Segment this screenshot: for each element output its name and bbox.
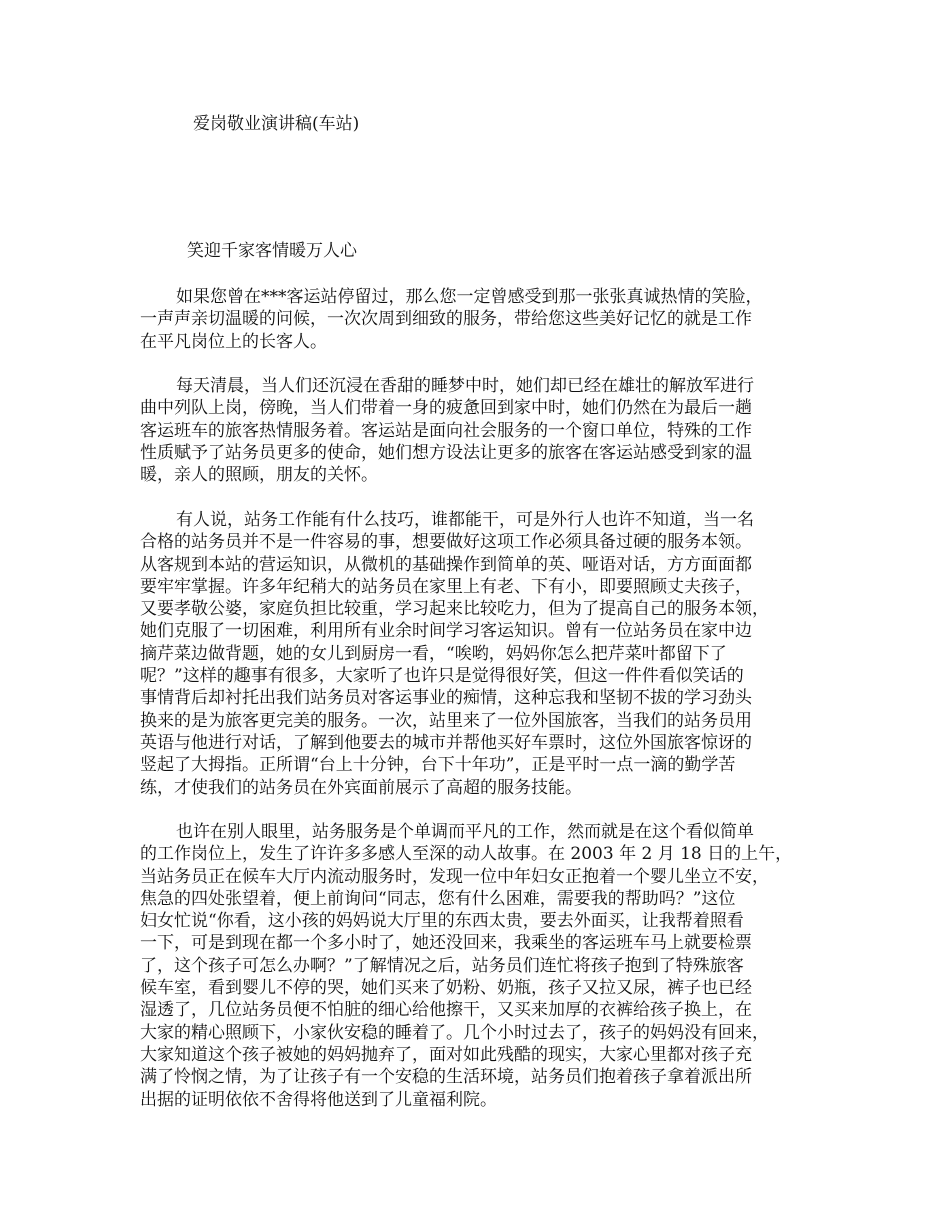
paragraph-4 [140,821,820,1111]
text-line: 暖，亲人的照顾，朋友的关怀。 [140,465,378,486]
text-line: 满了怜悯之情，为了让孩子有一个安稳的生活环境，站务员们抱着孩子拿着派出所 [140,1067,752,1088]
document-subtitle: 笑迎千家客情暖万人心 [187,241,357,261]
text-line: 在平凡岗位上的长客人。 [140,331,327,352]
text-line: 如果您曾在***客运站停留过，那么您一定曾感受到那一张张真诚热情的笑脸， [176,287,763,307]
text-line: 事情背后却衬托出我们站务员对客运事业的痴情，这种忘我和坚韧不拔的学习劲头 [140,688,752,709]
text-line: 湿透了，几位站务员便不怕脏的细心给他擦干，又买来加厚的衣裤给孩子换上，在 [140,1000,752,1021]
text-line: 客运班车的旅客热情服务着。客运站是面向社会服务的一个窗口单位，特殊的工作 [140,420,752,441]
text-line: 妇女忙说“你看，这小孩的妈妈说大厅里的东西太贵，要去外面买，让我帮着照看 [140,911,744,932]
text-line: 也许在别人眼里，站务服务是个单调而平凡的工作，然而就是在这个看似简单 [176,822,754,842]
text-line: 曲中列队上岗，傍晚，当人们带着一身的疲惫回到家中时，她们仍然在为最后一趟 [140,398,752,419]
text-line: 有人说，站务工作能有什么技巧，谁都能干，可是外行人也许不知道，当一名 [176,510,754,530]
text-line: 摘芹菜边做背题，她的女儿到厨房一看，“唉哟，妈妈你怎么把芹菜叶都留下了 [140,643,727,664]
text-line: 大家的精心照顾下，小家伙安稳的睡着了。几个小时过去了，孩子的妈妈没有回来， [140,1022,769,1043]
paragraph-3 [140,509,820,799]
text-line: 每天清晨，当人们还沉浸在香甜的睡梦中时，她们却已经在雄壮的解放军进行 [176,376,754,396]
paragraph-1 [140,286,820,353]
paragraph-2 [140,375,820,486]
text-line: 要牢牢掌握。许多年纪稍大的站务员在家里上有老、下有小，即要照顾丈夫孩子， [140,576,752,597]
text-line: 英语与他进行对话，了解到他要去的城市并帮他买好车票时，这位外国旅客惊讶的 [140,732,752,753]
text-line: 她们克服了一切困难，利用所有业余时间学习客运知识。曾有一位站务员在家中边 [140,621,752,642]
text-line: 大家知道这个孩子被她的妈妈抛弃了，面对如此残酷的现实，大家心里都对孩子充 [140,1044,752,1065]
text-line: 从客规到本站的营运知识，从微机的基础操作到简单的英、哑语对话，方方面面都 [140,554,752,575]
text-line: 一声声亲切温暖的问候，一次次周到细致的服务，带给您这些美好记忆的就是工作 [140,309,752,330]
text-line: 练，才使我们的站务员在外宾面前展示了高超的服务技能。 [140,777,582,798]
text-line: 焦急的四处张望着，便上前询问“同志，您有什么困难，需要我的帮助吗？”这位 [140,888,736,909]
text-line: 换来的是为旅客更完美的服务。一次，站里来了一位外国旅客，当我们的站务员用 [140,710,752,731]
text-line: 候车室，看到婴儿不停的哭，她们买来了奶粉、奶瓶，孩子又拉又尿，裤子也已经 [140,978,752,999]
text-line: 了，这个孩子可怎么办啊？”了解情况之后，站务员们连忙将孩子抱到了特殊旅客 [140,955,744,976]
text-line: 性质赋予了站务员更多的使命，她们想方设法让更多的旅客在客运站感受到家的温 [140,442,752,463]
text-line: 合格的站务员并不是一件容易的事，想要做好这项工作必须具备过硬的服务本领。 [140,532,752,553]
document-title: 爱岗敬业演讲稿(车站) [193,114,360,134]
text-line: 呢？”这样的趣事有很多，大家听了也许只是觉得很好笑，但这一件件看似笑话的 [140,666,744,687]
text-line: 的工作岗位上，发生了许许多多感人至深的动人故事。在 2003 年 2 月 18 日的上午， [140,844,793,865]
text-line: 出据的证明依依不舍得将他送到了儿童福利院。 [140,1089,497,1110]
text-line: 一下，可是到现在都一个多小时了，她还没回来，我乘坐的客运班车马上就要检票 [140,933,752,954]
text-line: 当站务员正在候车大厅内流动服务时，发现一位中年妇女正抱着一个婴儿坐立不安， [140,866,769,887]
text-line: 竖起了大拇指。正所谓“台上十分钟，台下十年功”，正是平时一点一滴的勤学苦 [140,755,736,776]
text-line: 又要孝敬公婆，家庭负担比较重，学习起来比较吃力，但为了提高自己的服务本领， [140,599,769,620]
